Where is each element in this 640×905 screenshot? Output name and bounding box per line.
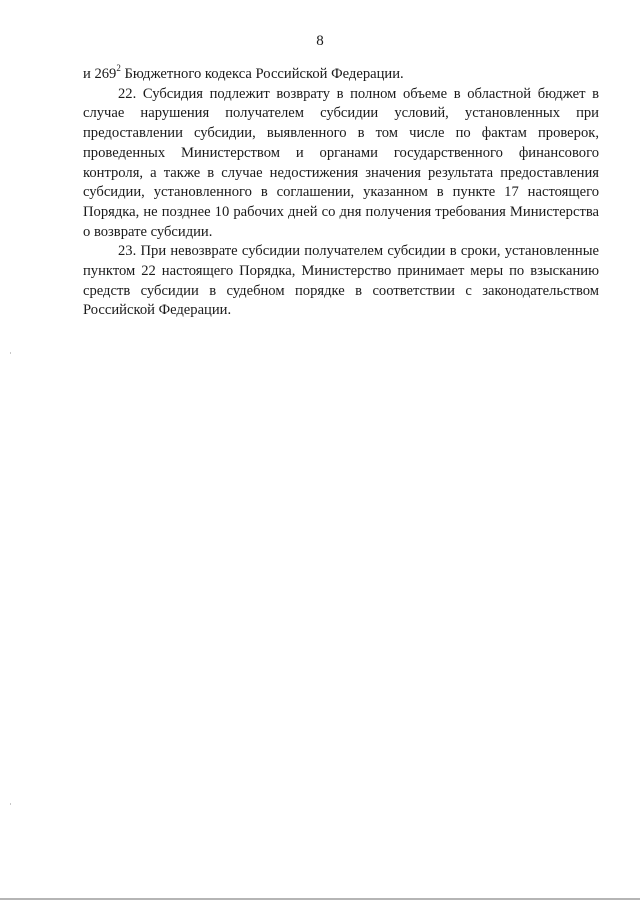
scan-bottom-edge	[0, 898, 640, 900]
document-body	[83, 65, 599, 321]
scan-margin-mark	[10, 803, 11, 805]
paragraph-continuation-prefix: и 269	[83, 66, 117, 82]
paragraph-continuation	[83, 65, 599, 85]
superscript-index: 2	[116, 63, 121, 74]
page-number: 8	[316, 33, 324, 49]
paragraph-item-22: 22. Субсидия подлежит возврату в полном объеме в областной бюджет в случае нарушения получателем субсидии условий, установленных при предоставлении субсидии, выявленного в том числе по фактам проверок, проведенных Министерством и органами государственного финансового контроля, а также в случае недостижения значения результата предоставления субсидии, установленного в соглашении, указанном в пункте 17 настоящего Порядка, не позднее 10 рабочих дней со дня получения требования Министерства о возврате субсидии.	[83, 85, 599, 240]
paragraph-item-23: 23. При невозврате субсидии получателем субсидии в сроки, установленные пунктом 22 настоящего Порядка, Министерство принимает меры по взысканию средств субсидии в судебном порядке в соответствии с законодательством Российской Федерации.	[83, 243, 599, 319]
scan-margin-mark	[10, 352, 11, 354]
paragraph-continuation-text: Бюджетного кодекса Российской Федерации.	[120, 66, 404, 82]
